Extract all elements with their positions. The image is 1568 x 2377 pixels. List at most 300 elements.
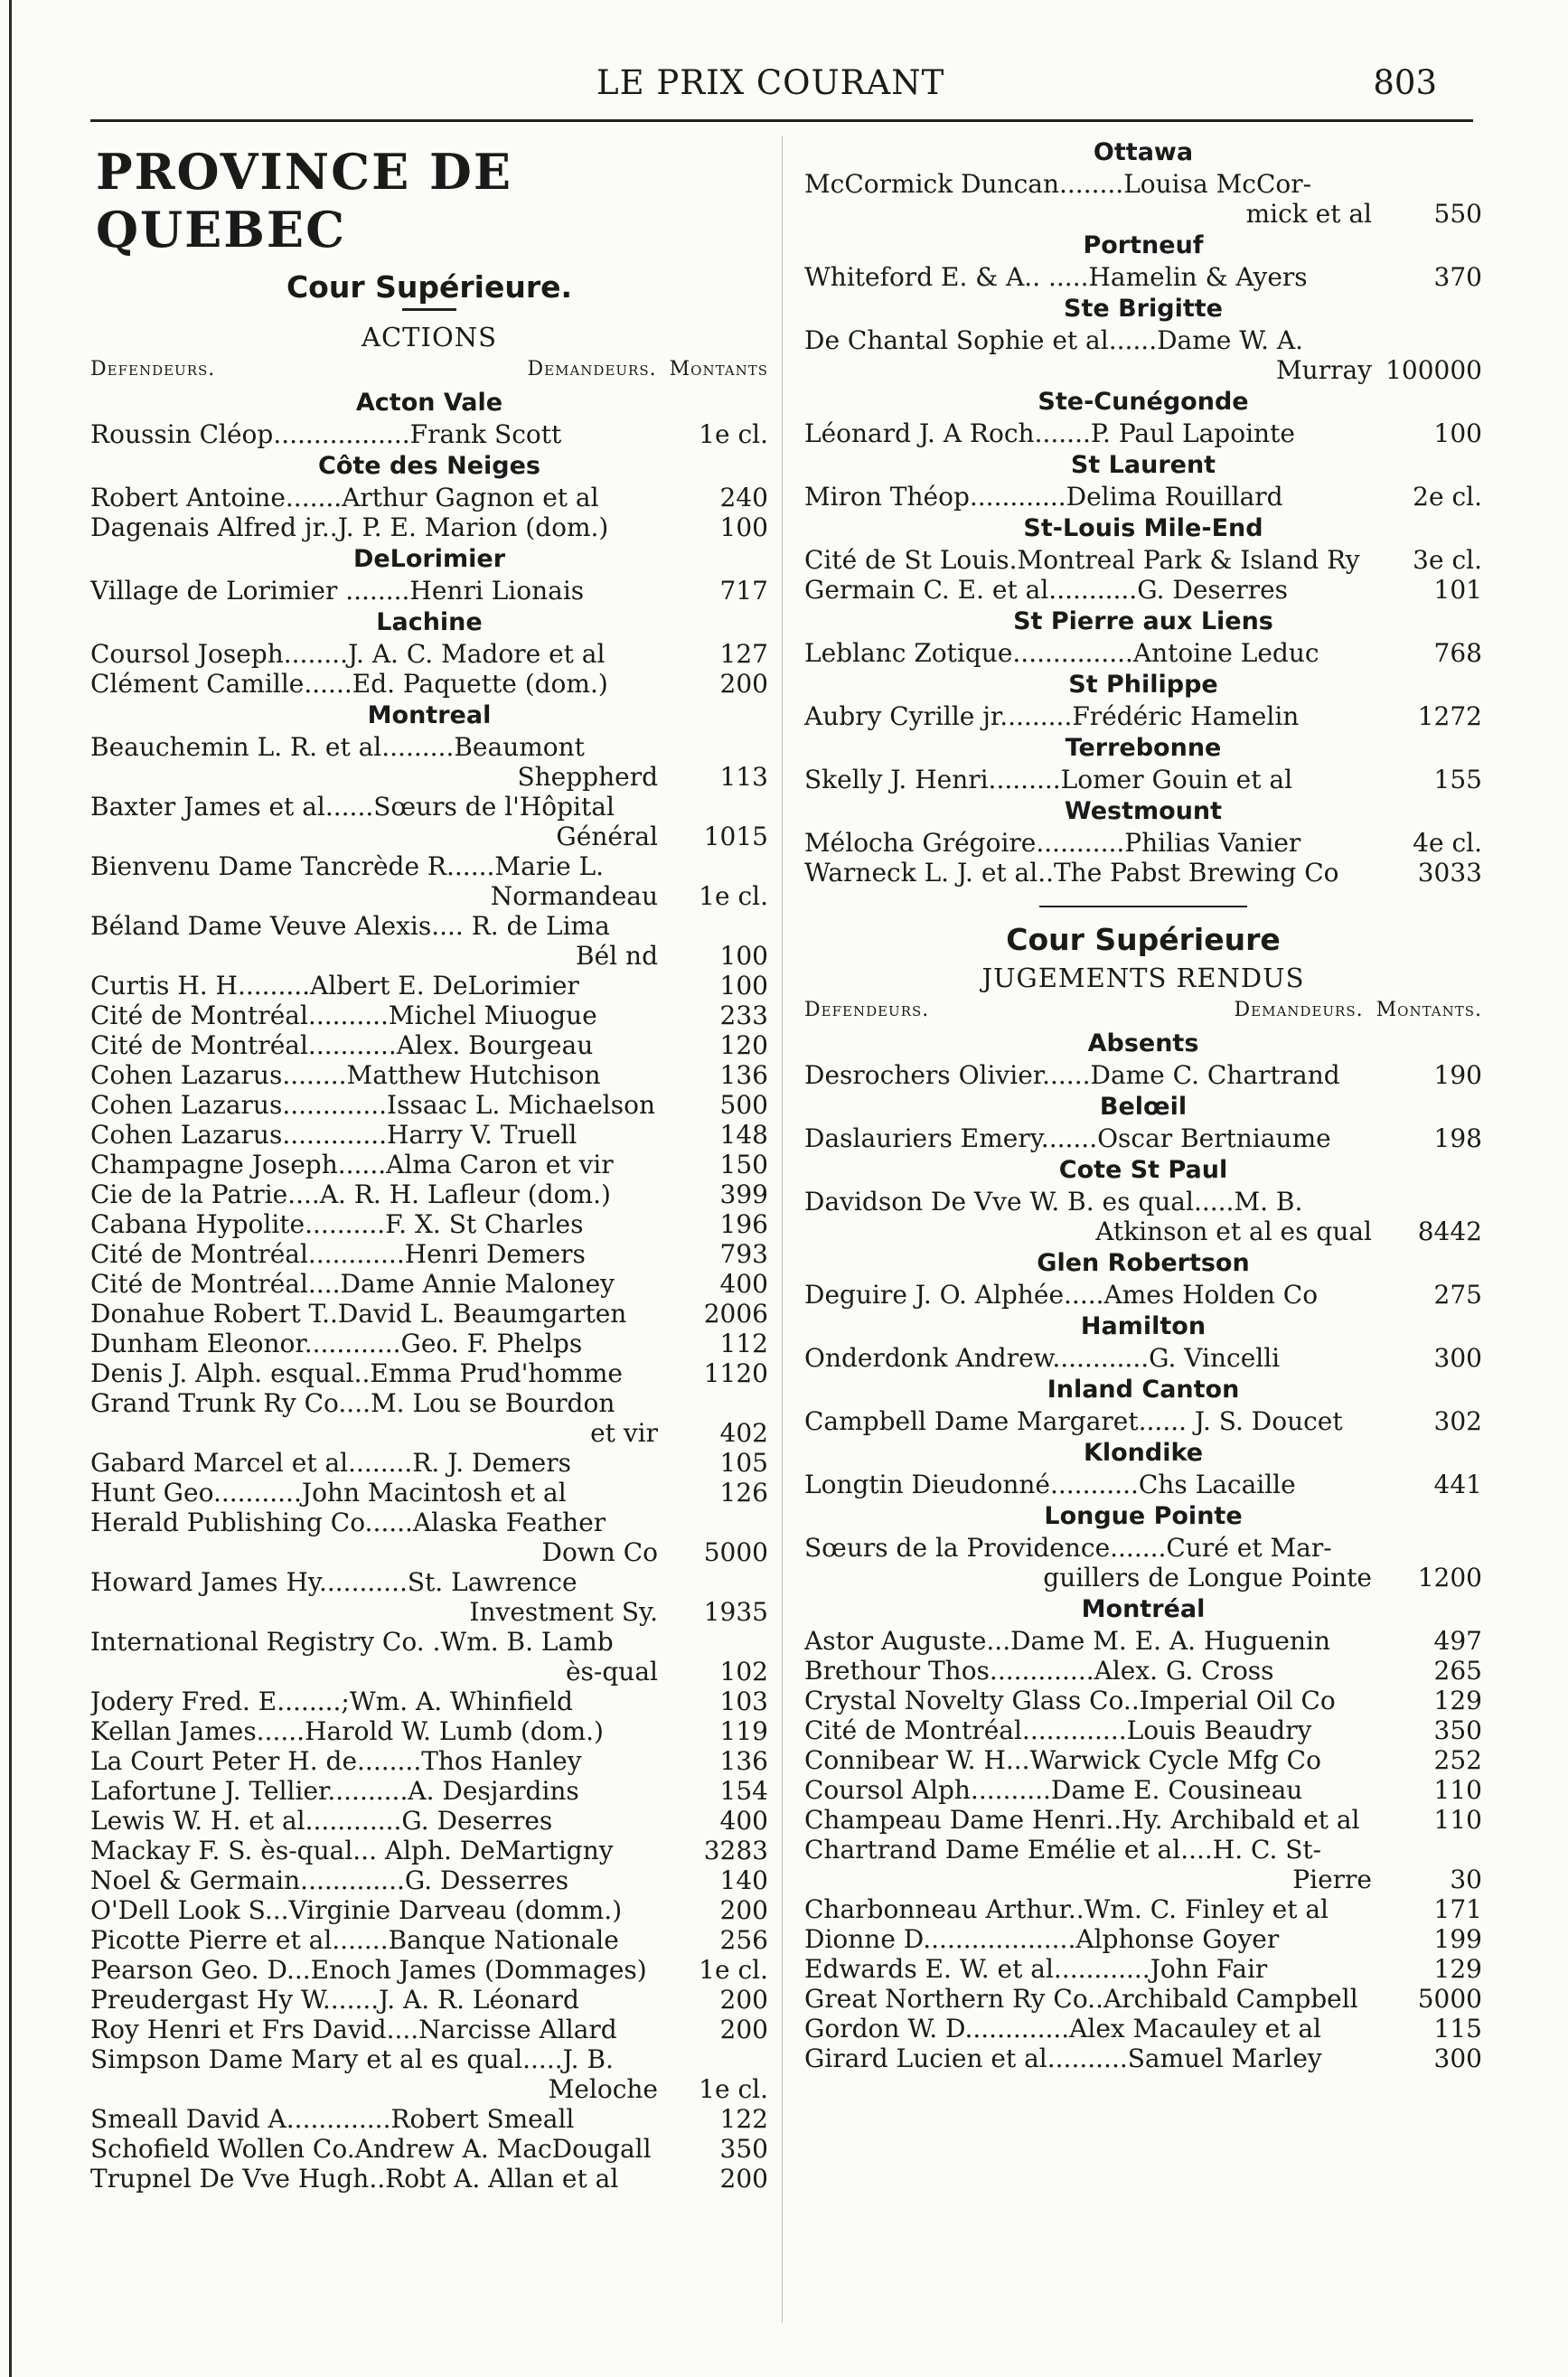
- entry-parties: Cabana Hypolite..........F. X. St Charles: [90, 1209, 584, 1239]
- entry-amount: 30: [1450, 1865, 1482, 1894]
- entry-amount: 1e cl.: [699, 2074, 768, 2104]
- place-heading: DeLorimier: [352, 545, 506, 573]
- entry-row: [804, 482, 1482, 512]
- entry-row: [804, 1835, 1482, 1865]
- entry-row: [90, 1120, 768, 1150]
- entry-amount: 103: [719, 1686, 768, 1716]
- entry-amount: [669, 1388, 768, 1418]
- entry-row: [90, 1716, 768, 1746]
- col-defendeurs: Defendeurs.: [804, 999, 930, 1021]
- divider: [402, 308, 456, 311]
- entry-amount: 370: [1433, 262, 1482, 292]
- entry-row: [804, 1187, 1482, 1217]
- entry-parties: Dagenais Alfred jr..J. P. E. Marion (dom.): [90, 512, 609, 542]
- entry-row: [90, 1269, 768, 1299]
- entry-amount: 1272: [1417, 701, 1482, 731]
- entry-parties: Bienvenu Dame Tancrède R......Marie L.: [90, 851, 605, 881]
- entry-row: [90, 1836, 768, 1865]
- entry-parties: et vir: [590, 1418, 658, 1448]
- entry-parties: Girard Lucien et al..........Samuel Marley: [804, 2043, 1322, 2073]
- entry-parties: Daslauriers Emery.......Oscar Bertniaume: [804, 1123, 1331, 1153]
- entry-parties: Normandeau: [490, 881, 658, 911]
- entry-parties: Curtis H. H.........Albert E. DeLorimier: [90, 971, 579, 1001]
- col-montants: Montants.: [1376, 999, 1482, 1021]
- entry-parties: Lafortune J. Tellier..........A. Desjardins: [90, 1776, 579, 1806]
- entry-row: [90, 1358, 768, 1388]
- entry-amount: [669, 2044, 768, 2074]
- entry-amount: 252: [1433, 1745, 1482, 1775]
- entry-amount: 120: [719, 1030, 768, 1060]
- column-headers-left: [90, 358, 768, 381]
- entry-parties: Mackay F. S. ès-qual... Alph. DeMartigny: [90, 1836, 614, 1865]
- entry-row: [90, 483, 768, 512]
- entry-row: [90, 1806, 768, 1836]
- entry-amount: 148: [719, 1120, 768, 1150]
- entry-parties: Mélocha Grégoire...........Philias Vanier: [804, 828, 1301, 858]
- entry-parties: Robert Antoine.......Arthur Gagnon et al: [90, 483, 599, 512]
- entry-parties: Village de Lorimier ........Henri Lionais: [90, 576, 585, 606]
- place-heading: Terrebonne: [1065, 734, 1222, 762]
- entry-parties: Schofield Wollen Co.Andrew A. MacDougall: [90, 2134, 652, 2164]
- entry-row: [90, 792, 768, 822]
- entry-amount: 240: [719, 483, 768, 512]
- entry-row: [804, 355, 1482, 385]
- entry-row: [804, 1745, 1482, 1775]
- entry-parties: Crystal Novelty Glass Co..Imperial Oil Co: [804, 1686, 1336, 1715]
- entry-amount: 119: [719, 1716, 768, 1746]
- entry-row: [90, 639, 768, 669]
- entry-row: [804, 1123, 1482, 1153]
- place-heading: Hamilton: [1080, 1312, 1207, 1340]
- entry-row: [90, 881, 768, 911]
- entry-parties: Deguire J. O. Alphée.....Ames Holden Co: [804, 1280, 1319, 1310]
- entry-row: [90, 1478, 768, 1508]
- place-heading: Acton Vale: [355, 389, 503, 417]
- place-heading: Cote St Paul: [1058, 1156, 1228, 1184]
- entry-row: [90, 1686, 768, 1716]
- entry-row: [90, 762, 768, 792]
- place-heading: Inland Canton: [1047, 1376, 1240, 1404]
- entry-row: [90, 1985, 768, 2015]
- entry-parties: O'Dell Look S...Virginie Darveau (domm.): [90, 1895, 623, 1925]
- entry-amount: 300: [1433, 2043, 1482, 2073]
- entry-amount: 1e cl.: [699, 881, 768, 911]
- place-heading: St Laurent: [1070, 451, 1216, 479]
- entry-row: [90, 2015, 768, 2044]
- entry-parties: Edwards E. W. et al............John Fair: [804, 1954, 1268, 1984]
- entry-row: [804, 1894, 1482, 1924]
- entry-parties: Cité de Montréal.............Louis Beaudry: [804, 1715, 1312, 1745]
- entry-parties: Cohen Lazarus.............Issaac L. Michaelson: [90, 1090, 656, 1120]
- place-heading: Belœil: [1099, 1093, 1188, 1121]
- entry-row: [90, 1030, 768, 1060]
- divider: [1039, 906, 1247, 907]
- entry-amount: 1120: [703, 1358, 768, 1388]
- entry-parties: Smeall David A.............Robert Smeall: [90, 2104, 575, 2134]
- entry-row: [90, 1597, 768, 1627]
- entry-parties: Brethour Thos.............Alex. G. Cross: [804, 1656, 1274, 1686]
- entry-parties: Léonard J. A Roch.......P. Paul Lapointe: [804, 418, 1295, 448]
- section-subhead-judgements: JUGEMENTS RENDUS: [981, 963, 1305, 993]
- entry-parties: Beauchemin L. R. et al.........Beaumont: [90, 732, 585, 762]
- entry-row: [804, 2014, 1482, 2043]
- entry-row: [804, 1865, 1482, 1894]
- place-heading: Lachine: [376, 608, 483, 636]
- entry-parties: Champagne Joseph......Alma Caron et vir: [90, 1150, 614, 1179]
- entry-amount: 265: [1433, 1656, 1482, 1686]
- entry-parties: Pearson Geo. D...Enoch James (Dommages): [90, 1955, 647, 1985]
- entry-amount: 233: [719, 1001, 768, 1030]
- entry-amount: 550: [1433, 199, 1482, 229]
- col-defendeurs: Defendeurs.: [90, 358, 216, 381]
- place-heading: Klondike: [1083, 1439, 1204, 1467]
- court-title-left: Cour Supérieure.: [286, 269, 573, 305]
- entry-amount: [1383, 1835, 1482, 1865]
- entry-amount: 300: [1433, 1343, 1482, 1373]
- entry-row: [90, 2044, 768, 2074]
- entry-row: [804, 1470, 1482, 1499]
- entry-amount: 126: [719, 1478, 768, 1508]
- entry-amount: 100000: [1385, 355, 1482, 385]
- entry-amount: [669, 911, 768, 941]
- entry-parties: Gordon W. D.............Alex Macauley et al: [804, 2014, 1321, 2043]
- entry-row: [804, 1984, 1482, 2014]
- page-number: 803: [1373, 63, 1437, 102]
- entry-row: [90, 576, 768, 606]
- entry-parties: Connibear W. H...Warwick Cycle Mfg Co: [804, 1745, 1321, 1775]
- entry-parties: Donahue Robert T..David L. Beaumgarten: [90, 1299, 627, 1329]
- entry-amount: 399: [719, 1179, 768, 1209]
- col-demandeurs: Demandeurs.: [527, 358, 657, 381]
- column-headers-right: [804, 999, 1482, 1021]
- entry-amount: 112: [719, 1329, 768, 1358]
- entry-row: [804, 2043, 1482, 2073]
- entry-amount: 200: [719, 2015, 768, 2044]
- place-heading: Portneuf: [1083, 231, 1204, 259]
- entry-row: [90, 1418, 768, 1448]
- entry-amount: 275: [1433, 1280, 1482, 1310]
- entry-parties: Simpson Dame Mary et al es qual.....J. B.: [90, 2044, 614, 2074]
- entry-row: [90, 1090, 768, 1120]
- entry-amount: 136: [719, 1746, 768, 1776]
- entry-row: [804, 1626, 1482, 1656]
- entry-parties: Denis J. Alph. esqual..Emma Prud'homme: [90, 1358, 623, 1388]
- entry-row: [90, 1448, 768, 1478]
- entry-amount: 8442: [1417, 1217, 1482, 1246]
- entry-amount: 3283: [703, 1836, 768, 1865]
- entry-amount: 1935: [703, 1597, 768, 1627]
- place-heading: Côte des Neiges: [318, 452, 540, 480]
- entry-row: [90, 1508, 768, 1537]
- entry-parties: Lewis W. H. et al............G. Deserres: [90, 1806, 553, 1836]
- entry-row: [804, 828, 1482, 858]
- entry-parties: International Registry Co. .Wm. B. Lamb: [90, 1627, 614, 1657]
- entry-parties: Grand Trunk Ry Co....M. Lou se Bourdon: [90, 1388, 615, 1418]
- entry-parties: Aubry Cyrille jr.........Frédéric Hamelin: [804, 701, 1300, 731]
- entry-parties: Longtin Dieudonné...........Chs Lacaille: [804, 1470, 1296, 1499]
- entry-amount: 717: [719, 576, 768, 606]
- entry-amount: 5000: [703, 1537, 768, 1567]
- entry-parties: Coursol Joseph........J. A. C. Madore et al: [90, 639, 606, 669]
- entry-parties: Picotte Pierre et al.......Banque Nationale: [90, 1925, 619, 1955]
- entry-row: [804, 701, 1482, 731]
- entry-amount: [1383, 1533, 1482, 1563]
- entry-parties: Trupnel De Vve Hugh..Robt A. Allan et al: [90, 2164, 619, 2194]
- entry-amount: 4e cl.: [1413, 828, 1482, 858]
- entry-row: [90, 2164, 768, 2194]
- entry-parties: Dunham Eleonor............Geo. F. Phelps: [90, 1329, 583, 1358]
- entry-parties: Cité de Montréal..........Michel Miuogue: [90, 1001, 597, 1030]
- entry-amount: 150: [719, 1150, 768, 1179]
- entry-parties: Leblanc Zotique...............Antoine Leduc: [804, 638, 1319, 668]
- entry-parties: Whiteford E. & A.. .....Hamelin & Ayers: [804, 262, 1308, 292]
- left-entries: [90, 386, 768, 2194]
- entry-amount: 1015: [703, 822, 768, 851]
- entry-amount: 400: [719, 1269, 768, 1299]
- entry-amount: 140: [719, 1865, 768, 1895]
- entry-row: [90, 1388, 768, 1418]
- entry-parties: Herald Publishing Co......Alaska Feather: [90, 1508, 606, 1537]
- entry-amount: 154: [719, 1776, 768, 1806]
- place-heading: St Pierre aux Liens: [1013, 607, 1273, 635]
- entry-parties: Germain C. E. et al...........G. Deserres: [804, 575, 1289, 605]
- place-heading: Ottawa: [1093, 138, 1194, 166]
- entry-parties: Charbonneau Arthur..Wm. C. Finley et al: [804, 1894, 1329, 1924]
- right-entries-actions: [804, 136, 1482, 888]
- entry-row: [804, 1686, 1482, 1715]
- entry-amount: 2e cl.: [1413, 482, 1482, 512]
- entry-parties: Meloche: [548, 2074, 658, 2104]
- entry-amount: 100: [719, 512, 768, 542]
- entry-amount: [669, 732, 768, 762]
- entry-amount: 302: [1433, 1406, 1482, 1436]
- entry-parties: Onderdonk Andrew............G. Vincelli: [804, 1343, 1281, 1373]
- entry-row: [804, 1343, 1482, 1373]
- entry-parties: Warneck L. J. et al..The Pabst Brewing Co: [804, 858, 1339, 888]
- place-heading: Glen Robertson: [1037, 1249, 1250, 1277]
- entry-row: [804, 1954, 1482, 1984]
- entry-parties: Sheppherd: [517, 762, 658, 792]
- entry-amount: 136: [719, 1060, 768, 1090]
- entry-row: [804, 1715, 1482, 1745]
- entry-row: [90, 1746, 768, 1776]
- entry-row: [90, 911, 768, 941]
- entry-parties: Clément Camille......Ed. Paquette (dom.): [90, 669, 608, 699]
- entry-parties: Desrochers Olivier......Dame C. Chartrand: [804, 1060, 1340, 1090]
- entry-row: [90, 2104, 768, 2134]
- entry-amount: 198: [1433, 1123, 1482, 1153]
- place-heading: Montréal: [1081, 1595, 1206, 1623]
- entry-row: [804, 199, 1482, 229]
- running-header: [90, 56, 1473, 110]
- entry-row: [90, 1060, 768, 1090]
- place-heading: Montreal: [367, 701, 492, 729]
- place-heading: Absents: [1087, 1029, 1199, 1057]
- entry-row: [90, 1209, 768, 1239]
- entry-amount: 115: [1433, 2014, 1482, 2043]
- entry-row: [804, 1563, 1482, 1592]
- entry-amount: 101: [1433, 575, 1482, 605]
- entry-amount: 497: [1433, 1626, 1482, 1656]
- entry-parties: Roy Henri et Frs David....Narcisse Allard: [90, 2015, 617, 2044]
- entry-row: [804, 1060, 1482, 1090]
- entry-parties: Cité de Montréal............Henri Demers: [90, 1239, 586, 1269]
- entry-parties: mick et al: [1245, 199, 1372, 229]
- entry-amount: 190: [1433, 1060, 1482, 1090]
- entry-parties: Gabard Marcel et al........R. J. Demers: [90, 1448, 571, 1478]
- entry-amount: 110: [1433, 1775, 1482, 1805]
- entry-amount: 2006: [703, 1299, 768, 1329]
- entry-parties: Général: [556, 822, 658, 851]
- entry-parties: Baxter James et al......Sœurs de l'Hôpital: [90, 792, 615, 822]
- entry-row: [90, 2134, 768, 2164]
- entry-amount: 3e cl.: [1413, 545, 1482, 575]
- entry-row: [90, 2074, 768, 2104]
- entry-amount: 200: [719, 2164, 768, 2194]
- entry-amount: 127: [719, 639, 768, 669]
- entry-row: [90, 419, 768, 449]
- entry-row: [90, 1627, 768, 1657]
- entry-row: [804, 575, 1482, 605]
- entry-amount: 200: [719, 1895, 768, 1925]
- entry-row: [804, 1924, 1482, 1954]
- entry-row: [90, 971, 768, 1001]
- entry-parties: Astor Auguste...Dame M. E. A. Huguenin: [804, 1626, 1330, 1656]
- entry-row: [90, 669, 768, 699]
- entry-amount: 122: [719, 2104, 768, 2134]
- entry-row: [90, 1299, 768, 1329]
- entry-parties: Bél nd: [576, 941, 658, 971]
- entry-row: [90, 1865, 768, 1895]
- right-column: [804, 136, 1482, 2073]
- entry-row: [90, 1537, 768, 1567]
- province-title: PROVINCE DE QUEBEC: [96, 143, 513, 258]
- entry-amount: 1200: [1417, 1563, 1482, 1592]
- entry-row: [90, 1567, 768, 1597]
- entry-parties: Cité de Montréal....Dame Annie Maloney: [90, 1269, 615, 1299]
- entry-amount: 1e cl.: [699, 419, 768, 449]
- entry-parties: ès-qual: [565, 1657, 658, 1686]
- entry-amount: 105: [719, 1448, 768, 1478]
- entry-parties: Preudergast Hy W.......J. A. R. Léonard: [90, 1985, 579, 2015]
- entry-parties: McCormick Duncan........Louisa McCor-: [804, 169, 1312, 199]
- left-column: [90, 136, 768, 2194]
- section-subhead-actions: ACTIONS: [361, 322, 497, 352]
- entry-parties: Skelly J. Henri.........Lomer Gouin et al: [804, 765, 1293, 794]
- place-heading: Ste-Cunégonde: [1038, 388, 1249, 416]
- entry-row: [804, 858, 1482, 888]
- entry-row: [90, 1925, 768, 1955]
- entry-parties: Howard James Hy...........St. Lawrence: [90, 1567, 577, 1597]
- entry-row: [90, 1329, 768, 1358]
- entry-amount: [1383, 1187, 1482, 1217]
- header-rule: [90, 119, 1473, 122]
- entry-parties: De Chantal Sophie et al......Dame W. A.: [804, 325, 1304, 355]
- entry-parties: Miron Théop............Delima Rouillard: [804, 482, 1283, 512]
- entry-row: [90, 1955, 768, 1985]
- entry-amount: [669, 851, 768, 881]
- entry-amount: 100: [719, 971, 768, 1001]
- column-divider: [782, 136, 783, 2323]
- entry-row: [804, 1280, 1482, 1310]
- entry-amount: 200: [719, 1985, 768, 2015]
- running-title: LE PRIX COURANT: [596, 63, 945, 102]
- entry-parties: Roussin Cléop.................Frank Scott: [90, 419, 562, 449]
- entry-parties: La Court Peter H. de........Thos Hanley: [90, 1746, 582, 1776]
- entry-row: [90, 512, 768, 542]
- entry-row: [90, 732, 768, 762]
- entry-amount: 500: [719, 1090, 768, 1120]
- entry-amount: 256: [719, 1925, 768, 1955]
- entry-row: [90, 851, 768, 881]
- entry-parties: Atkinson et al es qual: [1095, 1217, 1372, 1246]
- entry-amount: [669, 1627, 768, 1657]
- court-title-right: Cour Supérieure: [1006, 922, 1281, 957]
- entry-amount: [1383, 169, 1482, 199]
- entry-row: [804, 1217, 1482, 1246]
- entry-parties: Davidson De Vve W. B. es qual.....M. B.: [804, 1187, 1303, 1217]
- entry-parties: Dionne D...................Alphonse Goyer: [804, 1924, 1280, 1954]
- entry-amount: 3033: [1417, 858, 1482, 888]
- entry-amount: [669, 1508, 768, 1537]
- left-margin-rule: [9, 0, 12, 2377]
- entry-parties: Jodery Fred. E........;Wm. A. Whinfield: [90, 1686, 573, 1716]
- col-montants: Montants: [669, 358, 768, 381]
- entry-parties: Murray: [1276, 355, 1372, 385]
- entry-amount: 129: [1433, 1954, 1482, 1984]
- entry-row: [804, 1805, 1482, 1835]
- entry-row: [804, 262, 1482, 292]
- entry-parties: Noel & Germain.............G. Desserres: [90, 1865, 569, 1895]
- entry-amount: 129: [1433, 1686, 1482, 1715]
- entry-amount: [669, 1567, 768, 1597]
- place-heading: St Philippe: [1068, 671, 1218, 699]
- entry-row: [804, 545, 1482, 575]
- entry-parties: Cité de Montréal...........Alex. Bourgeau: [90, 1030, 594, 1060]
- entry-parties: Campbell Dame Margaret...... J. S. Doucet: [804, 1406, 1343, 1436]
- entry-amount: 171: [1433, 1894, 1482, 1924]
- entry-row: [90, 1001, 768, 1030]
- entry-parties: Kellan James......Harold W. Lumb (dom.): [90, 1716, 604, 1746]
- entry-parties: guillers de Longue Pointe: [1043, 1563, 1372, 1592]
- place-heading: Ste Brigitte: [1064, 295, 1223, 323]
- entry-amount: 793: [719, 1239, 768, 1269]
- entry-amount: 350: [719, 2134, 768, 2164]
- entry-amount: 400: [719, 1806, 768, 1836]
- entry-parties: Hunt Geo...........John Macintosh et al: [90, 1478, 567, 1508]
- entry-row: [90, 1179, 768, 1209]
- entry-amount: 402: [719, 1418, 768, 1448]
- place-heading: Longue Pointe: [1044, 1502, 1243, 1530]
- entry-amount: [669, 792, 768, 822]
- entry-parties: Sœurs de la Providence.......Curé et Mar-: [804, 1533, 1332, 1563]
- entry-amount: 113: [719, 762, 768, 792]
- entry-amount: 110: [1433, 1805, 1482, 1835]
- entry-row: [804, 1406, 1482, 1436]
- entry-amount: 100: [1433, 418, 1482, 448]
- entry-parties: Cie de la Patrie....A. R. H. Lafleur (dom.): [90, 1179, 611, 1209]
- entry-amount: 155: [1433, 765, 1482, 794]
- entry-row: [90, 1895, 768, 1925]
- entry-amount: 441: [1433, 1470, 1482, 1499]
- entry-parties: Chartrand Dame Emélie et al....H. C. St-: [804, 1835, 1322, 1865]
- entry-amount: 1e cl.: [699, 1955, 768, 1985]
- entry-parties: Champeau Dame Henri..Hy. Archibald et al: [804, 1805, 1360, 1835]
- entry-parties: Cité de St Louis.Montreal Park & Island Ry: [804, 545, 1360, 575]
- entry-amount: 199: [1433, 1924, 1482, 1954]
- entry-parties: Béland Dame Veuve Alexis.... R. de Lima: [90, 911, 610, 941]
- entry-row: [90, 822, 768, 851]
